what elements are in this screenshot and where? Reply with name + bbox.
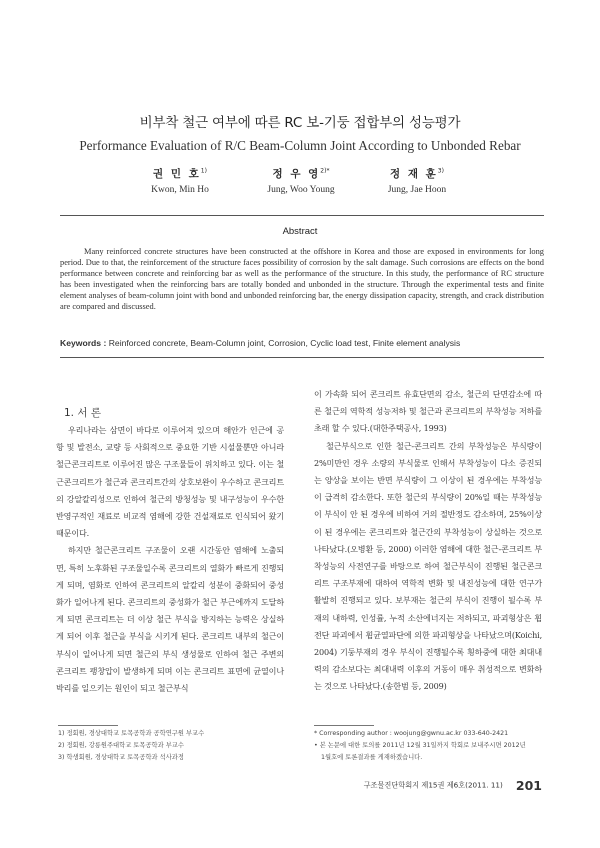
keywords-bottom-rule [60, 357, 544, 358]
author-3-name-en: Jung, Jae Hoon [387, 185, 447, 195]
author-3-name-ko: 정 재 훈$^{3)}$ [390, 167, 444, 180]
section-heading-introduction: 1. 서 론 [64, 407, 101, 419]
body-column-right [314, 386, 542, 696]
author-1-name-en: Kwon, Min Ho [151, 185, 209, 195]
abstract-text: Many reinforced concrete structures have been constructed at the offshore in Korea and those are exposed in environments for long period. Due to that, the reinforcement of the structure faces possibility of corrosion by the salt damage. Such corrosions are effects on the bond performance between concrete and reinforcing bar as well as the performance of the structure. In this study, the performance of RC structure has been investigated when the reinforcing bars are totally bonded and unbonded in the structure. Through the experimental tests and finite element analyses of beam-column joint with bond and unbonded reinforcing bar, the energy dissipation capacity, strength, and crack distribution are compared and discussed. [60, 247, 544, 311]
author-1-name-ko: 권 민 호$^{1)}$ [153, 167, 207, 180]
body-paragraph: 이 가속화 되어 콘크리트 유효단면의 감소, 철근의 단면감소에 따른 철근의 역학적 성능저하 및 철근과 콘크리트의 부착성능 저하를 초래 할 수 있다.(대한주택공사, 1993) [314, 389, 542, 434]
author-1-mark: 1) [200, 167, 207, 175]
keywords [60, 338, 544, 348]
footnote-item: 1) 정회원, 경상대학교 토목공학과 공학연구원 부교수 [58, 730, 205, 737]
page-footer [364, 775, 542, 794]
body-column-left [56, 422, 284, 697]
body-paragraph: 하지만 철근콘크리트 구조물이 오랜 시간동안 염해에 노출되면, 특히 노후화된 구조물일수록 콘크리트의 열화가 빠르게 진행되게 되며, 염화로 인하여 콘크리트의 알칼리 성분이 중화되어 중성화가 일어나게 된다. 콘크리트의 중성화가 철근 부근에까지 도달하게 되면 콘크리트는 더 이상 철근 부식을 방지하는 능력은 상실하게 되어 이후 철근을 부식을 시키게 된다. 콘크리트 내부의 철근이 부식이 일어나게 되면 철근의 부식 생성물로 인하여 철근 주변의 콘크리트 팽창압이 발생하게 되며 이는 콘크리트 표면에 균열이나 박리를 일으키는 원인이 되고 철근부식 [56, 545, 284, 694]
footnotes-affiliations [58, 728, 288, 764]
footnote-rule-left [58, 725, 118, 726]
author-3 [342, 166, 492, 195]
keywords-text: Reinforced concrete, Beam-Column joint, Corrosion, Cyclic load test, Finite element analysis [108, 338, 461, 348]
body-paragraph: 철근부식으로 인한 철근-콘크리트 간의 부착성능은 부식량이 2%미만인 경우 소량의 부식물로 인해서 부착성능이 다소 증진되는 양상을 보이는 반면 부식량이 그 이상이 된 경우에는 부착성능이 급격히 감소한다. 또한 철근의 부식량이 20%일 때는 부착성능이 부식이 안 된 경우에 비하여 거의 절반정도 감소하며, 25%이상이 된 경우에는 콘크리트와 철근간의 부착성능이 상실하는 것으로 나타났다.(오병환 등, 2000) 이러한 염해에 대한 철근-콘크리트 부착성능의 사전연구를 바탕으로 하여 철근부식이 진행된 철근콘크리트 구조부재에 대하여 역학적 변화 및 내진성능에 대한 연구가 활발히 진행되고 있다. 보부재는 철근의 부식이 진행이 될수록 부재의 내하력, 인성률, 누적 소산에너지는 저하되고, 파괴형상은 휨전단 파괴에서 휨균열파단에 의한 파괴형상을 나타났으며(Koichi, 2004) 기둥부재의 경우 부식이 진행될수록 횡하중에 대한 최대내력의 감소보다는 최대내력 이후의 거동이 매우 취성적으로 변화하는 것으로 나타났다.(송한범 등, 2009) [314, 440, 542, 692]
body-paragraph: 우리나라는 삼면이 바다로 이루어져 있으며 해안가 인근에 공항 및 발전소, 교량 등 사회적으로 중요한 기반 시설물뿐만 아니라 철근콘크리트로 이루어진 많은 구조물들이 위치하고 있다. 이는 철근콘크리트가 철근과 콘크리트간의 상호보완이 우수하고 콘크리트의 강알칼리성으로 인하여 철근의 방청성능 및 내구성능이 우수한 반영구적인 재료로 비교적 염해에 강한 건설재료로 인식되어 왔기 때문이다. [56, 425, 284, 539]
paper-title-english: Performance Evaluation of R/C Beam-Column Joint According to Unbonded Rebar [79, 138, 521, 153]
author-3-mark: 3) [437, 167, 444, 175]
footnote-rule-right [314, 725, 374, 726]
author-2-name-en: Jung, Woo Young [267, 185, 335, 195]
paper-title-korean: 비부착 철근 여부에 따른 RC 보-기둥 접합부의 성능평가 [139, 115, 461, 131]
footnotes-notes [314, 728, 554, 764]
page-number: 201 [515, 778, 542, 793]
author-2-mark: 2)* [320, 167, 330, 175]
keywords-label: Keywords : [60, 338, 107, 348]
journal-citation: 구조물진단학회지 제15권 제6호(2011. 11) [363, 780, 503, 790]
abstract-heading: Abstract [282, 226, 318, 237]
corresponding-author-note: * Corresponding author : woojung@gwnu.ac.kr 033-640-2421 [314, 730, 509, 737]
footnote-item: 3) 학생회원, 경상대학교 토목공학과 석사과정 [58, 754, 184, 761]
abstract-top-rule [60, 215, 544, 216]
discussion-note-line-1: • 본 논문에 대한 토의를 2011년 12월 31일까지 학회로 보내주시면 2012년 [314, 742, 526, 749]
footnote-item: 2) 정회원, 강릉원주대학교 토목공학과 부교수 [58, 742, 184, 749]
discussion-note-line-2: 1월호에 토론결과를 게재하겠습니다. [321, 754, 423, 761]
author-2-name-ko: 정 우 영$^{2)*}$ [272, 167, 330, 180]
